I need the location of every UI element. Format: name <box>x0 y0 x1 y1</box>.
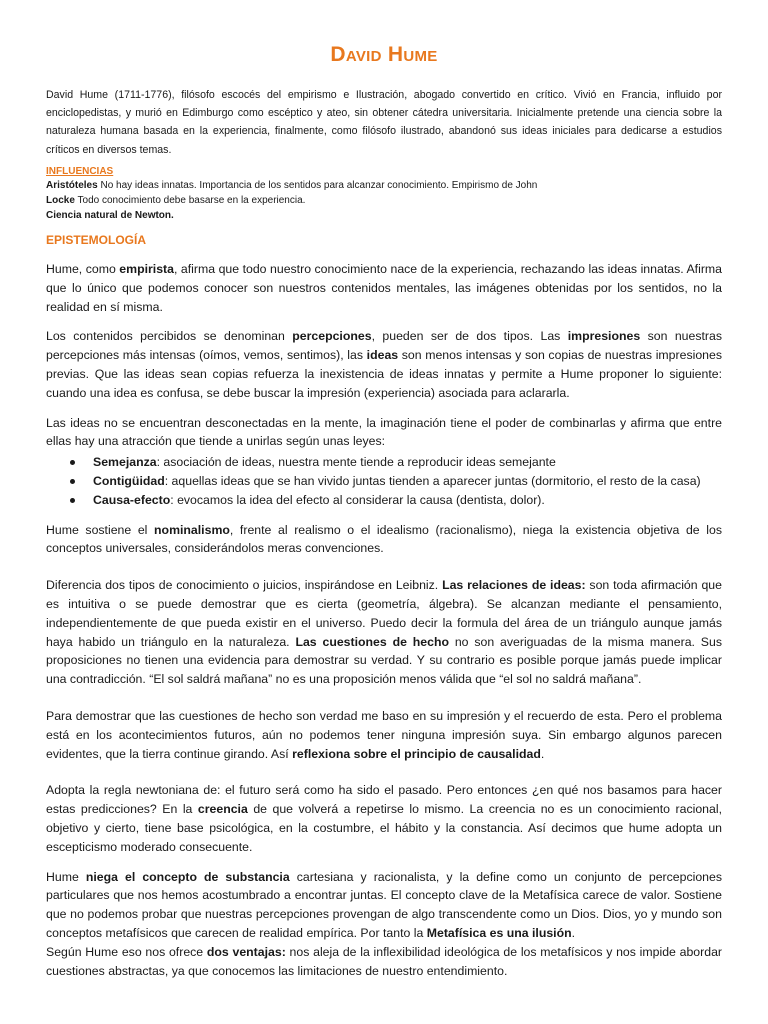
list-item <box>93 472 722 491</box>
laws-list <box>46 453 722 509</box>
text-run: Según Hume eso nos ofrece <box>46 944 207 959</box>
text-run: Hume <box>46 869 86 884</box>
influence-item <box>46 193 722 208</box>
text-run: , frente al realismo o el idealismo (racionalismo), niega la existencia objetiva de los conceptos universales, considerándolos meras convenciones. <box>46 522 722 556</box>
bold-term: impresiones <box>567 329 641 344</box>
text-run: cartesiana y racionalista, y la define como un conjunto de percepciones particulares que nos hemos acostumbrado a encontrar juntas. El concepto clave de la Metafísica carece de valor. Sostiene que no podemos probar que nuestras percepciones provengan de algo transcendente como un Dios. Dios, yo y mundo son conceptos metafísicos que carecen de realidad empírica. Por tanto la <box>46 869 723 940</box>
paragraph-leyes: Las ideas no se encuentran desconectadas en la mente, la imaginación tiene el poder de combinarlas y afirma que entre ellas hay una atracción que tiende a unirlas según unas leyes: <box>46 415 722 449</box>
paragraph-empirismo <box>46 260 722 316</box>
text-run: son toda afirmación que es intuitiva o se puede demostrar que es cierta (geometría, álgebra). Se alcanzan mediante el pensamiento, independientemente de que pueda existir en el universo. Puedo decir la formula del área de un triángulo aunque jamás haya habido un triángulo en la naturaleza. <box>46 578 722 649</box>
influence-text: No hay ideas innatas. Importancia de los sentidos para alcanzar conocimiento. Empirismo de John <box>97 180 538 191</box>
law-name: Causa-efecto <box>93 492 171 507</box>
paragraph-substancia <box>46 868 722 981</box>
bold-term: creencia <box>197 802 248 817</box>
influences-list <box>46 178 722 223</box>
text-run: son menos intensas y son copias de nuestras impresiones previas. Que las ideas sean copias refuerza la inexistencia de ideas innatas y permite a Hume proponer lo siguiente: cuando una idea es confusa, se debe buscar la impresión (experiencia) asociada para aclararla. <box>46 348 722 400</box>
bold-term: empirista <box>119 262 174 276</box>
influence-name: Ciencia natural de Newton. <box>46 210 174 221</box>
section-body <box>46 260 722 991</box>
paragraph-creencia <box>46 781 722 856</box>
bold-term: Metafísica es una ilusión <box>426 925 572 940</box>
influence-text: Todo conocimiento debe basarse en la experiencia. <box>74 195 306 206</box>
text-run: no son averiguadas de la misma manera. Sus proposiciones no tienen una evidencia para demostrar su verdad. Y su contrario es posible porque jamás puede implicar una contradicción. “El sol saldrá mañana” no es una proposición menos válida que “el sol no saldrá mañana”. <box>46 634 722 687</box>
law-text: : evocamos la idea del efecto al considerar la causa (dentista, dolor). <box>170 492 545 507</box>
law-text: : aquellas ideas que se han vivido juntas tienden a aparecer juntas (dormitorio, el resto de la casa) <box>164 473 701 488</box>
paragraph-tipos-conocimiento <box>46 576 722 689</box>
text-run: Los contenidos percibidos se denominan <box>46 329 293 344</box>
document-title: David Hume <box>330 43 438 66</box>
law-name: Semejanza <box>93 455 157 470</box>
law-name: Contigüidad <box>93 473 165 488</box>
bold-term: nominalismo <box>154 522 230 537</box>
bold-term: Las cuestiones de hecho <box>295 634 449 649</box>
influences-heading: INFLUENCIAS <box>46 166 114 177</box>
bold-term: reflexiona sobre el principio de causalidad <box>292 746 541 761</box>
section-heading-epistemologia: EPISTEMOLOGÍA <box>46 233 147 247</box>
bold-term: percepciones <box>292 329 372 344</box>
list-item <box>93 491 722 510</box>
bold-term: Las relaciones de ideas: <box>442 578 586 593</box>
bold-term: ideas <box>366 348 399 363</box>
text-run: Hume sostiene el <box>46 522 155 537</box>
text-run: Adopta la regla newtoniana de: el futuro será como ha sido el pasado. Pero entonces ¿en qué nos basamos para hacer estas predicciones? En la <box>46 783 722 817</box>
paragraph-percepciones <box>46 327 722 402</box>
paragraph-causalidad <box>46 707 722 763</box>
influence-name: Aristóteles <box>46 180 98 191</box>
text-run: , afirma que todo nuestro conocimiento nace de la experiencia, rechazando las ideas innatas. Afirma que lo único que podemos conocer son nuestros contenidos mentales, las imágenes obtenidas por los sentidos, no la realidad en sí misma. <box>46 262 722 314</box>
law-text: : asociación de ideas, nuestra mente tiende a reproducir ideas semejante <box>156 455 556 470</box>
text-run: son nuestras percepciones más intensas (oímos, vemos, sentimos), las <box>46 329 722 363</box>
paragraph-nominalismo <box>46 521 722 559</box>
bold-term: niega el concepto de substancia <box>85 869 290 884</box>
text-run: . <box>540 746 545 761</box>
list-item <box>93 453 722 472</box>
text-run: , pueden ser de dos tipos. Las <box>371 329 568 344</box>
text-run: nos aleja de la inflexibilidad ideológica de los metafísicos y nos impide abordar cuestiones abstractas, ya que conocemos las limitaciones de nuestro entendimiento. <box>46 944 722 978</box>
text-run: Hume, como <box>46 262 120 276</box>
influence-name: Locke <box>46 195 75 206</box>
text-run: de que volverá a repetirse lo mismo. La creencia no es un conocimiento racional, objetivo y cierto, tiene base psicológica, en la costumbre, el hábito y la constancia. Así decimos que hume adopta un escepticismo moderado consecuente. <box>46 802 722 854</box>
text-run: Para demostrar que las cuestiones de hecho son verdad me baso en su impresión y el recuerdo de esta. Pero el problema está en los acontecimientos futuros, aún no podemos tener ninguna impresión suya. Sin embargo algunos parecen evidentes, que la tierra continue girando. Así <box>46 708 722 761</box>
bold-term: dos ventajas: <box>206 944 286 959</box>
influence-item <box>46 178 722 193</box>
text-run: Diferencia dos tipos de conocimiento o juicios, inspirándose en Leibniz. <box>46 578 443 593</box>
influence-item <box>46 208 722 223</box>
intro-paragraph: David Hume (1711-1776), filósofo escocés del empirismo e Ilustración, abogado convertido en crítico. Vivió en Francia, influido por enciclopedistas, y murió en Edimburgo como escéptico y ateo, sin obtener cátedra universitaria. Inicialmente pretende una ciencia sobre la naturaleza humana basada en la experiencia, finalmente, como filósofo ilustrado, abandonó sus ideas iniciales para dedicarse a estudios críticos en diversos temas. <box>46 89 722 156</box>
text-run: . <box>571 925 576 940</box>
